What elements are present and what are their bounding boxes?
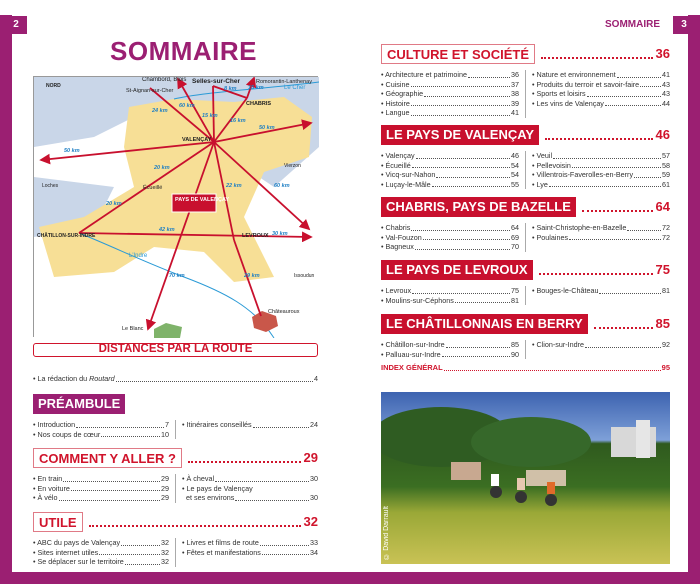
toc-entry[interactable]: • Poulaines 72 (532, 232, 670, 242)
entry-label: Lye (536, 179, 548, 189)
map-place-label: Châteauroux (268, 309, 300, 315)
map-distance-label: 15 km (248, 85, 264, 91)
toc-section (33, 512, 318, 567)
entry-label: Clion-sur-Indre (536, 340, 585, 349)
entry-page: 44 (662, 98, 670, 108)
toc-entry[interactable]: • Se déplacer sur le territoire 32 (33, 557, 169, 566)
toc-entry[interactable]: • Levroux 75 (381, 286, 519, 295)
map-distance-label: 70 km (169, 273, 185, 279)
toc-entry[interactable]: • Les vins de Valençay 44 (532, 98, 670, 108)
map-place-label: CHÂTILLON-SUR-INDRE (37, 233, 96, 239)
toc-section (33, 448, 318, 503)
entry-page: 32 (161, 557, 169, 566)
toc-section (33, 394, 318, 439)
leader-dots (545, 138, 652, 140)
toc-section (381, 125, 670, 189)
section-heading[interactable] (33, 394, 318, 414)
toc-section (381, 314, 670, 359)
toc-entry[interactable]: • Itinéraires conseillés 24 (182, 420, 318, 429)
toc-entry[interactable]: • Introduction 7 (33, 420, 169, 429)
section-page: 32 (303, 514, 318, 529)
entry-page: 55 (511, 179, 519, 189)
map-distance-label: 8 km (224, 86, 237, 92)
toc-entry[interactable]: • En voiture 29 (33, 483, 169, 493)
toc-entry[interactable] (182, 493, 318, 503)
toc-entry[interactable]: • Le pays de Valençay (182, 483, 253, 493)
entry-label: Histoire (385, 98, 410, 108)
entry-page: 29 (161, 474, 169, 483)
map-place-label: Selles-sur-Cher (192, 78, 241, 85)
left-edge-bar (0, 15, 12, 584)
entry-page: 41 (662, 70, 670, 79)
entry-label: Cuisine (385, 79, 410, 89)
entry-label: Moulins-sur-Céphons (385, 295, 454, 305)
distance-map (33, 76, 318, 337)
entry-label: Introduction (37, 420, 76, 429)
map-place-label: PAYS DE VALENÇAY (175, 197, 230, 203)
map-place-label: LEVROUX (242, 233, 269, 239)
section-heading[interactable] (381, 125, 670, 145)
entry-page: 39 (511, 98, 519, 108)
entry-label: Villentrois-Faverolles-en-Berry (536, 170, 634, 179)
map-distance-label: 15 km (202, 113, 218, 119)
section-heading[interactable] (381, 197, 670, 217)
section-title: COMMENT Y ALLER ? (33, 448, 182, 468)
toc-entry[interactable]: • Bouges-le-Château 81 (532, 286, 670, 295)
map-caption: DISTANCES PAR LA ROUTE (33, 343, 318, 357)
entry-label: Sites internet utiles (37, 547, 99, 557)
toc-entry[interactable]: • Architecture et patrimoine 36 (381, 70, 519, 79)
entry-page: 37 (511, 79, 519, 89)
map-place-label: Chambord, Blois (142, 77, 187, 83)
toc-entry[interactable]: • Bagneux 70 (381, 242, 519, 251)
section-page: 75 (655, 262, 670, 277)
item-label: La rédaction du (37, 374, 90, 383)
entry-label: Nature et environnement (536, 70, 616, 79)
toc-section (381, 260, 670, 305)
map-place-label: St-Aignan-sur-Cher (126, 88, 174, 94)
entry-label: Châtillon-sur-Indre (385, 340, 445, 349)
entry-label: Bagneux (385, 242, 414, 251)
section-title: PRÉAMBULE (33, 394, 125, 414)
entry-label: Chabris (385, 223, 411, 232)
entry-label: Produits du terroir et savoir-faire (536, 79, 640, 89)
entry-label: Saint-Christophe-en-Bazelle (536, 223, 627, 232)
entry-label: Luçay-le-Mâle (385, 179, 431, 189)
toc-entry[interactable]: • Vicq-sur-Nahon 54 (381, 170, 519, 179)
entry-label: En voiture (37, 483, 70, 493)
toc-entry[interactable]: • Sites internet utiles 32 (33, 547, 169, 557)
toc-entry[interactable]: • Histoire 39 (381, 98, 519, 108)
toc-entry[interactable]: • Luçay-le-Mâle 55 (381, 179, 519, 189)
map-place-label: Loches (42, 183, 59, 189)
toc-entry[interactable]: • Châtillon-sur-Indre 85 (381, 340, 519, 349)
map-distance-label: 22 km (226, 183, 242, 189)
entry-page: 30 (310, 493, 318, 502)
toc-entry[interactable]: • À cheval 30 (182, 474, 318, 483)
section-title: UTILE (33, 512, 83, 532)
entry-page: 43 (662, 79, 670, 89)
right-edge-bar (688, 15, 700, 584)
section-heading[interactable] (33, 448, 318, 468)
entry-page: 61 (662, 179, 670, 189)
entry-label: Levroux (385, 286, 412, 295)
entry-label: Langue (385, 108, 410, 117)
entry-page: 46 (511, 151, 519, 160)
toc-entry[interactable]: • Veuil 57 (532, 151, 670, 160)
map-place-label: Le Cher (284, 85, 306, 91)
toc-entry[interactable]: • Nature et environnement 41 (532, 70, 670, 79)
map-place-label: Le Blanc (122, 326, 144, 332)
map-distance-label: 30 km (272, 231, 288, 237)
section-page: 29 (303, 450, 318, 465)
section-title: LE PAYS DE LEVROUX (381, 260, 533, 280)
entry-label: Livres et films de route (186, 538, 259, 547)
entry-label: Nos coups de cœur (37, 429, 101, 439)
map-distance-label: 20 km (106, 201, 122, 207)
entry-page: 41 (511, 108, 519, 117)
entry-label: Les vins de Valençay (536, 98, 604, 108)
map-distance-label: 20 km (154, 165, 170, 171)
entry-label: Vicq-sur-Nahon (385, 170, 436, 179)
toc-entry[interactable]: • Cuisine 37 (381, 79, 519, 89)
entry-label: Sports et loisirs (536, 89, 586, 98)
toc-entry[interactable]: • À vélo 29 (33, 493, 169, 502)
toc-entry[interactable]: • Langue 41 (381, 108, 519, 117)
page-title: SOMMAIRE (110, 36, 257, 66)
section-heading[interactable] (381, 260, 670, 280)
page-number-left: 2 (5, 16, 27, 34)
section-title: CHABRIS, PAYS DE BAZELLE (381, 197, 576, 217)
entry-label: À cheval (186, 474, 215, 483)
running-head: SOMMAIRE (605, 19, 660, 30)
entry-page: 34 (310, 547, 318, 557)
toc-entry[interactable]: • Valençay 46 (381, 151, 519, 160)
index-label: INDEX GÉNÉRAL (381, 363, 443, 372)
entry-label: Se déplacer sur le territoire (37, 557, 124, 566)
entry-page: 69 (511, 232, 519, 242)
map-place-label: NORD (46, 83, 61, 89)
entry-label: Architecture et patrimoine (385, 70, 468, 79)
index-page: 95 (661, 363, 670, 372)
toc-entry[interactable]: • ABC du pays de Valençay 32 (33, 538, 169, 547)
intro-item[interactable]: • La rédaction du Routard 4 (33, 374, 318, 383)
leader-dots (89, 525, 301, 527)
entry-label: Fêtes et manifestations (186, 547, 261, 557)
entry-page: 29 (161, 483, 169, 493)
entry-label: et ses environs (186, 493, 235, 502)
entry-page: 43 (662, 89, 670, 98)
toc-entry[interactable]: • En train 29 (33, 474, 169, 483)
entry-page: 72 (662, 223, 670, 232)
entry-page: 72 (662, 232, 670, 242)
entry-page: 57 (662, 151, 670, 160)
leader-dots (582, 210, 653, 212)
toc-entry[interactable]: • Nos coups de cœur 10 (33, 429, 169, 439)
toc-entry[interactable]: • Écueillé 54 (381, 160, 519, 170)
map-place-label: Vierzon (284, 163, 301, 169)
toc-section (381, 44, 670, 118)
photo-credit: © David Darrault (383, 506, 390, 560)
section-title: LE CHÂTILLONNAIS EN BERRY (381, 314, 588, 334)
toc-entry[interactable]: • Chabris 64 (381, 223, 519, 232)
section-title: LE PAYS DE VALENÇAY (381, 125, 539, 145)
entry-page: 32 (161, 538, 169, 547)
toc-entry[interactable]: • Géographie 38 (381, 89, 519, 98)
map-place-label: VALENÇAY (182, 137, 212, 143)
entry-label: Écueillé (385, 160, 411, 170)
item-page: 4 (314, 374, 318, 383)
toc-entry[interactable]: • Pellevoisin 58 (532, 160, 670, 170)
section-heading[interactable] (381, 44, 670, 64)
map-distance-label: 50 km (64, 148, 80, 154)
toc-entry[interactable]: • Villentrois-Faverolles-en-Berry 59 (532, 170, 670, 179)
map-place-label: Romorantin-Lanthenay (256, 79, 312, 85)
entry-page: 64 (511, 223, 519, 232)
entry-page: 30 (310, 474, 318, 483)
section-page: 85 (655, 316, 670, 331)
entry-label: Valençay (385, 151, 415, 160)
leader-dots (541, 57, 652, 59)
entry-label: Veuil (536, 151, 553, 160)
entry-page: 85 (511, 340, 519, 349)
entry-page: 24 (310, 420, 318, 429)
entry-page: 90 (511, 349, 519, 359)
leader-dots (188, 461, 301, 463)
map-place-label: Écueillé (143, 185, 163, 191)
toc-entry[interactable]: • Fêtes et manifestations 34 (182, 547, 318, 557)
map-distance-label: 24 km (152, 108, 168, 114)
entry-page: 36 (511, 70, 519, 79)
toc-entry[interactable]: • Lye 61 (532, 179, 670, 189)
map-distance-label: 50 km (259, 125, 275, 131)
toc-entry[interactable]: • Moulins-sur-Céphons 81 (381, 295, 519, 305)
page-number-right: 3 (673, 16, 695, 34)
entry-page: 54 (511, 170, 519, 179)
section-title: CULTURE ET SOCIÉTÉ (381, 44, 535, 64)
section-heading[interactable] (33, 512, 318, 532)
entry-page: 58 (662, 160, 670, 170)
entry-page: 32 (161, 547, 169, 557)
bottom-bar (0, 572, 700, 584)
entry-label: Poulaines (536, 232, 569, 242)
section-page: 36 (655, 46, 670, 61)
entry-label: Itinéraires conseillés (186, 420, 252, 429)
entry-page: 38 (511, 89, 519, 98)
map-distance-label: 29 km (244, 273, 260, 279)
entry-label: Le pays de Valençay (186, 483, 253, 493)
entry-page: 29 (161, 493, 169, 502)
entry-page: 54 (511, 160, 519, 170)
map-distance-label: 60 km (274, 183, 290, 189)
map-place-label: Issoudun (294, 273, 315, 279)
entry-page: 7 (165, 420, 169, 429)
entry-page: 92 (662, 340, 670, 349)
cyclists-photo (381, 392, 670, 564)
entry-page: 81 (511, 295, 519, 305)
toc-entry[interactable]: • Palluau-sur-Indre 90 (381, 349, 519, 359)
entry-label: Géographie (385, 89, 424, 98)
toc-entry[interactable]: • Val-Fouzon 69 (381, 232, 519, 242)
section-page: 64 (655, 199, 670, 214)
entry-label: ABC du pays de Valençay (37, 538, 121, 547)
entry-page: 59 (662, 170, 670, 179)
entry-page: 70 (511, 242, 519, 251)
leader-dots (539, 273, 653, 275)
entry-label: Palluau-sur-Indre (385, 349, 441, 359)
index-entry[interactable] (381, 363, 670, 373)
entry-label: En train (37, 474, 63, 483)
map-distance-label: 16 km (230, 118, 246, 124)
leader-dots (594, 327, 653, 329)
entry-label: À vélo (37, 493, 58, 502)
toc-entry[interactable]: • Livres et films de route 33 (182, 538, 318, 547)
entry-label: Val-Fouzon (385, 232, 422, 242)
map-distance-label: 60 km (179, 103, 195, 109)
section-page: 46 (655, 127, 670, 142)
toc-entry[interactable]: • Saint-Christophe-en-Bazelle 72 (532, 223, 670, 232)
map-distance-label: 42 km (159, 227, 175, 233)
item-label-italic: Routard (89, 374, 115, 383)
entry-label: Bouges-le-Château (536, 286, 599, 295)
entry-label: Pellevoisin (536, 160, 571, 170)
entry-page: 75 (511, 286, 519, 295)
entry-page: 10 (161, 429, 169, 439)
entry-page: 81 (662, 286, 670, 295)
toc-entry[interactable]: • Produits du terroir et savoir-faire 43 (532, 79, 670, 89)
map-place-label: CHABRIS (246, 101, 272, 107)
entry-page: 33 (310, 538, 318, 547)
toc-entry[interactable]: • Clion-sur-Indre 92 (532, 340, 670, 349)
toc-entry[interactable]: • Sports et loisirs 43 (532, 89, 670, 98)
map-place-label: L'Indre (129, 253, 148, 259)
toc-section (381, 197, 670, 252)
section-heading[interactable] (381, 314, 670, 334)
